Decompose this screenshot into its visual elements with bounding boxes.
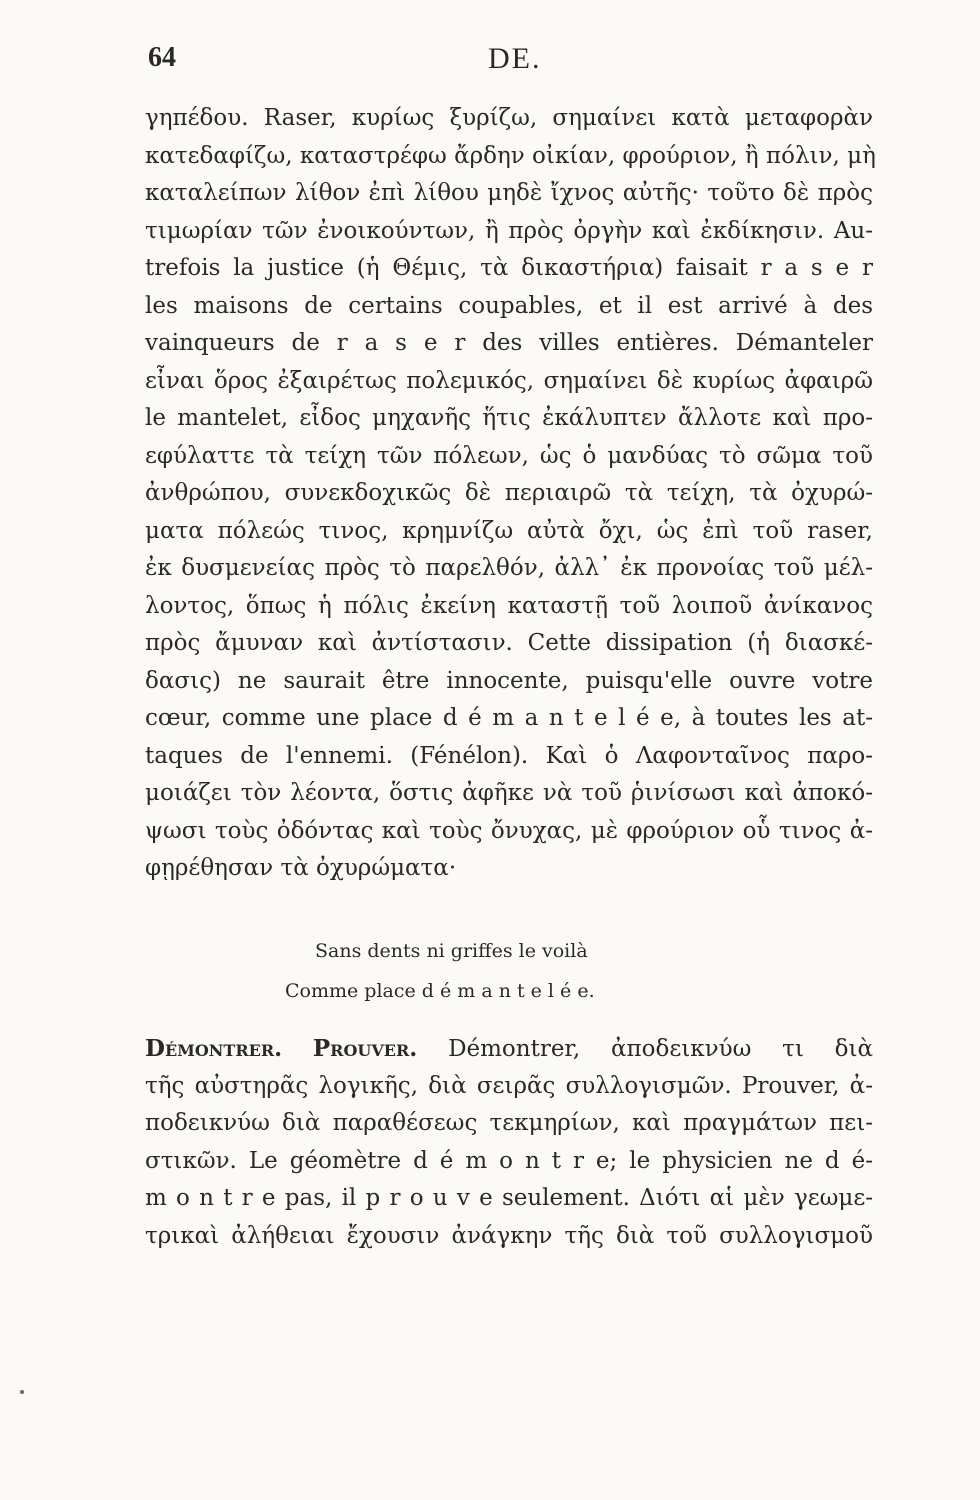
running-head (148, 42, 858, 82)
text-line: εἶναι ὅρος ἐξαιρέτως πολεμικός, σημαίνει δὲ κυρίως ἀφαιρῶ (145, 367, 873, 394)
body-text (145, 100, 876, 1249)
text-line: τιμωρίαν τῶν ἐνοικούντων, ἢ πρὸς ὀργὴν καὶ ἐκδίκησιν. Au- (145, 217, 873, 244)
text-line: ἐκ δυσμενείας πρὸς τὸ παρελθόν, ἀλλ᾽ ἐκ προνοίας τοῦ μέλ- (145, 555, 873, 581)
text-line: ψωσι τοὺς ὀδόντας καὶ τοὺς ὄνυχας, μὲ φρούριον οὗ τινος ἀ- (145, 817, 873, 844)
verse-line-1: Sans dents ni griffes le voilà (315, 940, 588, 962)
entry-heading-demontrer: Démontrer. (145, 1035, 283, 1062)
text-line: λοντος, ὅπως ἡ πόλις ἐκείνη καταστῇ τοῦ λοιποῦ ἀνίκανος (145, 592, 873, 619)
text-line: ἀνθρώπου, συνεκδοχικῶς δὲ περιαιρῶ τὰ τείχη, τὰ ὀχυρώ- (145, 480, 873, 506)
text-line: ποδεικνύω διὰ παραθέσεως τεκμηρίων, καὶ πραγμάτων πει- (145, 1110, 873, 1136)
text-line: τῆς αὐστηρᾶς λογικῆς, διὰ σειρᾶς συλλογισμῶν. Prouver, ἀ- (145, 1072, 873, 1099)
entry-heading-prouver: Prouver. (312, 1035, 418, 1062)
text-line: ματα πόλεώς τινος, κρημνίζω αὐτὰ ὄχι, ὡς ἐπὶ τοῦ raser, (145, 517, 873, 544)
text-line: le mantelet, εἶδος μηχανῆς ἥτις ἐκάλυπτεν ἄλλοτε καὶ προ- (145, 405, 873, 431)
entry-text: Démontrer, ἀποδεικνύω τι διὰ (448, 1036, 874, 1062)
verse-line-2: Comme place d é m a n t e l é e. (285, 980, 595, 1002)
text-line: δασις) ne saurait être innocente, puisqu'elle ouvre votre (145, 667, 873, 694)
text-line: κατεδαφίζω, καταστρέφω ἄρδην οἰκίαν, φρούριον, ἢ πόλιν, μὴ (145, 142, 876, 169)
text-line: vainqueurs de r a s e r des villes entières. Démanteler (145, 330, 873, 356)
header-title: DE. (488, 42, 542, 75)
text-line: cœur, comme une place d é m a n t e l é e, à toutes les at- (145, 705, 873, 731)
section-heading-line (145, 1030, 873, 1068)
text-line: μοιάζει τὸν λέοντα, ὅστις ἀφῆκε νὰ τοῦ ῥινίσωσι καὶ ἀποκό- (145, 780, 873, 806)
text-line: στικῶν. Le géomètre d é m o n t r e; le physicien ne d é- (145, 1147, 873, 1174)
text-line: m o n t r e pas, il p r o u v e seulement. Διότι αἱ μὲν γεωμε- (145, 1185, 873, 1211)
text-line-last: φῃρέθησαν τὰ ὀχυρώματα· (145, 855, 457, 881)
text-line: trefois la justice (ἡ Θέμις, τὰ δικαστήρια) faisait r a s e r (145, 255, 873, 281)
text-line: taques de l'ennemi. (Fénélon). Καὶ ὁ Λαφονταῖνος παρο- (145, 742, 873, 769)
text-line: καταλείπων λίθον ἐπὶ λίθου μηδὲ ἴχνος αὐτῆς· τοῦτο δὲ πρὸς (145, 180, 873, 206)
text-line: πρὸς ἄμυναν καὶ ἀντίστασιν. Cette dissipation (ἡ διασκέ- (145, 630, 873, 656)
text-line: εφύλαττε τὰ τείχη τῶν πόλεων, ὡς ὁ μανδύας τὸ σῶμα τοῦ (145, 442, 873, 469)
text-line: γηπέδου. Raser, κυρίως ξυρίζω, σημαίνει κατὰ μεταφορὰν (145, 105, 873, 131)
text-line: les maisons de certains coupables, et il est arrivé à des (145, 292, 873, 319)
section-demontrer (145, 1030, 873, 1255)
ink-speck (20, 1390, 24, 1394)
page-number: 64 (148, 42, 176, 73)
text-line: τρικαὶ ἀλήθειαι ἔχουσιν ἀνάγκην τῆς διὰ τοῦ συλλογισμοῦ (145, 1222, 873, 1249)
